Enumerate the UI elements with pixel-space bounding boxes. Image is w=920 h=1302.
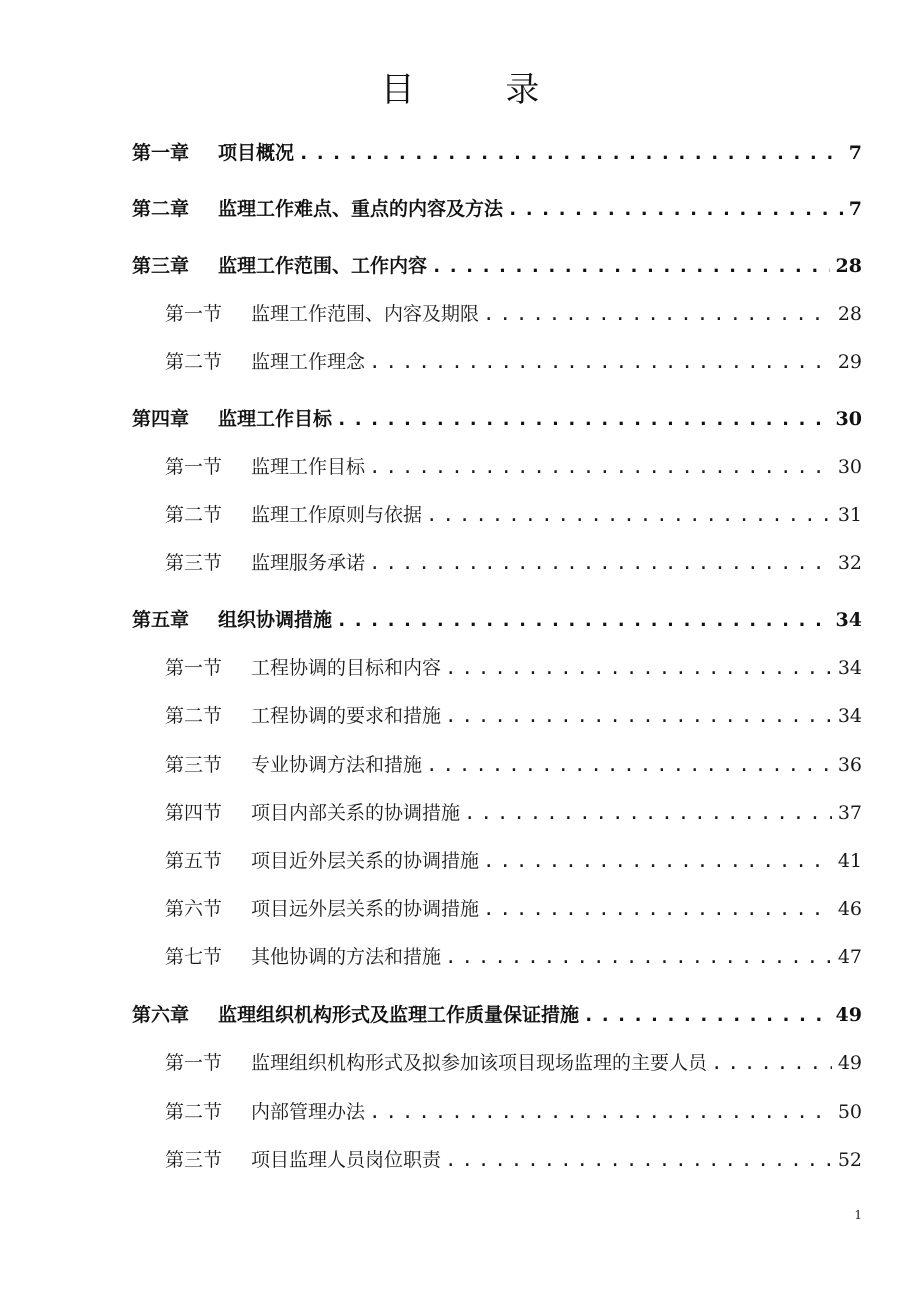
toc-dot-leader (431, 255, 830, 277)
toc-entry-number: 第六章 (132, 1004, 190, 1026)
toc-section-entry[interactable] (165, 653, 862, 680)
toc-entry-number: 第二节 (165, 705, 223, 727)
toc-entry-page: 28 (835, 255, 862, 277)
toc-title: 目 录 (380, 70, 580, 110)
toc-entry-title: 工程协调的目标和内容 (251, 657, 442, 679)
toc-entry-title: 项目内部关系的协调措施 (251, 802, 461, 824)
toc-dot-leader (336, 408, 830, 430)
toc-entry-page: 29 (837, 351, 862, 373)
toc-entry-page: 34 (835, 609, 862, 631)
toc-entry-number: 第五章 (132, 609, 190, 631)
toc-entry-page: 30 (837, 456, 862, 478)
toc-entry-number: 第三章 (132, 255, 190, 277)
toc-chapter-entry[interactable] (132, 251, 862, 278)
toc-entry-number: 第一章 (132, 142, 190, 164)
toc-entry-title: 监理工作范围、内容及期限 (251, 303, 480, 325)
toc-entry-title: 内部管理办法 (251, 1101, 366, 1123)
toc-chapter-entry[interactable] (132, 194, 862, 221)
toc-entry-number: 第一节 (165, 657, 223, 679)
toc-entry-page: 7 (848, 142, 862, 164)
toc-dot-leader (369, 351, 832, 373)
toc-chapter-entry[interactable] (132, 605, 862, 632)
page-number: 1 (854, 1208, 862, 1222)
toc-dot-leader (426, 754, 832, 776)
toc-section-entry[interactable] (165, 452, 862, 479)
toc-section-entry[interactable] (165, 894, 862, 921)
toc-entry-page: 28 (837, 303, 862, 325)
toc-entry-number: 第二节 (165, 504, 223, 526)
toc-entry-number: 第一节 (165, 303, 223, 325)
toc-dot-leader (298, 142, 843, 164)
toc-dot-leader (483, 898, 832, 920)
toc-dot-leader (445, 705, 832, 727)
toc-section-entry[interactable] (165, 798, 862, 825)
toc-entry-title: 项目远外层关系的协调措施 (251, 898, 480, 920)
toc-entry-number: 第二节 (165, 1101, 223, 1123)
toc-entry-page: 50 (837, 1101, 862, 1123)
toc-section-entry[interactable] (165, 942, 862, 969)
toc-entry-number: 第二章 (132, 198, 190, 220)
toc-dot-leader (507, 198, 843, 220)
toc-dot-leader (445, 657, 832, 679)
toc-entry-page: 49 (835, 1004, 862, 1026)
toc-entry-title: 监理工作难点、重点的内容及方法 (218, 198, 504, 220)
toc-entry-page: 32 (837, 552, 862, 574)
toc-entry-title: 项目监理人员岗位职责 (251, 1149, 442, 1171)
toc-chapter-entry[interactable] (132, 404, 862, 431)
toc-entry-page: 7 (848, 198, 862, 220)
toc-entry-title: 监理工作理念 (251, 351, 366, 373)
toc-entry-title: 监理组织机构形式及拟参加该项目现场监理的主要人员 (251, 1052, 708, 1074)
toc-entry-page: 36 (837, 754, 862, 776)
toc-entry-number: 第二节 (165, 351, 223, 373)
toc-entry-page: 30 (835, 408, 862, 430)
toc-section-entry[interactable] (165, 299, 862, 326)
toc-section-entry[interactable] (165, 500, 862, 527)
toc-entry-number: 第三节 (165, 552, 223, 574)
toc-entry-number: 第五节 (165, 850, 223, 872)
toc-dot-leader (369, 1101, 832, 1123)
toc-dot-leader (445, 946, 832, 968)
toc-entry-title: 项目近外层关系的协调措施 (251, 850, 480, 872)
toc-dot-leader (369, 456, 832, 478)
toc-entry-number: 第七节 (165, 946, 223, 968)
toc-entry-title: 组织协调措施 (218, 609, 333, 631)
toc-dot-leader (711, 1052, 832, 1074)
toc-section-entry[interactable] (165, 347, 862, 374)
toc-entry-page: 41 (837, 850, 862, 872)
toc-entry-number: 第六节 (165, 898, 223, 920)
toc-section-entry[interactable] (165, 1048, 862, 1075)
toc-entry-title: 监理组织机构形式及监理工作质量保证措施 (218, 1004, 580, 1026)
toc-section-entry[interactable] (165, 548, 862, 575)
toc-dot-leader (464, 802, 832, 824)
toc-entry-title: 专业协调方法和措施 (251, 754, 423, 776)
toc-entry-title: 监理服务承诺 (251, 552, 366, 574)
toc-dot-leader (426, 504, 832, 526)
toc-section-entry[interactable] (165, 701, 862, 728)
toc-entry-page: 31 (837, 504, 862, 526)
toc-entry-page: 34 (837, 657, 862, 679)
toc-entry-title: 监理工作范围、工作内容 (218, 255, 428, 277)
toc-entry-page: 46 (837, 898, 862, 920)
toc-section-entry[interactable] (165, 846, 862, 873)
toc-dot-leader (336, 609, 830, 631)
toc-entry-title: 工程协调的要求和措施 (251, 705, 442, 727)
toc-section-entry[interactable] (165, 750, 862, 777)
toc-entry-title: 其他协调的方法和措施 (251, 946, 442, 968)
toc-entry-page: 37 (837, 802, 862, 824)
toc-entry-number: 第四节 (165, 802, 223, 824)
toc-entry-number: 第三节 (165, 754, 223, 776)
toc-entry-title: 监理工作原则与依据 (251, 504, 423, 526)
toc-dot-leader (445, 1149, 832, 1171)
toc-chapter-entry[interactable] (132, 138, 862, 165)
toc-entry-page: 49 (837, 1052, 862, 1074)
toc-dot-leader (369, 552, 832, 574)
toc-entry-page: 34 (837, 705, 862, 727)
toc-entry-title: 项目概况 (218, 142, 295, 164)
toc-entry-title: 监理工作目标 (251, 456, 366, 478)
toc-entry-number: 第三节 (165, 1149, 223, 1171)
toc-dot-leader (583, 1004, 830, 1026)
toc-entry-number: 第一节 (165, 1052, 223, 1074)
toc-dot-leader (483, 850, 832, 872)
toc-chapter-entry[interactable] (132, 1000, 862, 1027)
toc-entry-title: 监理工作目标 (218, 408, 333, 430)
toc-section-entry[interactable] (165, 1145, 862, 1172)
toc-entry-page: 52 (837, 1149, 862, 1171)
toc-entry-page: 47 (837, 946, 862, 968)
toc-entry-number: 第四章 (132, 408, 190, 430)
toc-dot-leader (483, 303, 832, 325)
toc-entry-number: 第一节 (165, 456, 223, 478)
toc-section-entry[interactable] (165, 1097, 862, 1124)
